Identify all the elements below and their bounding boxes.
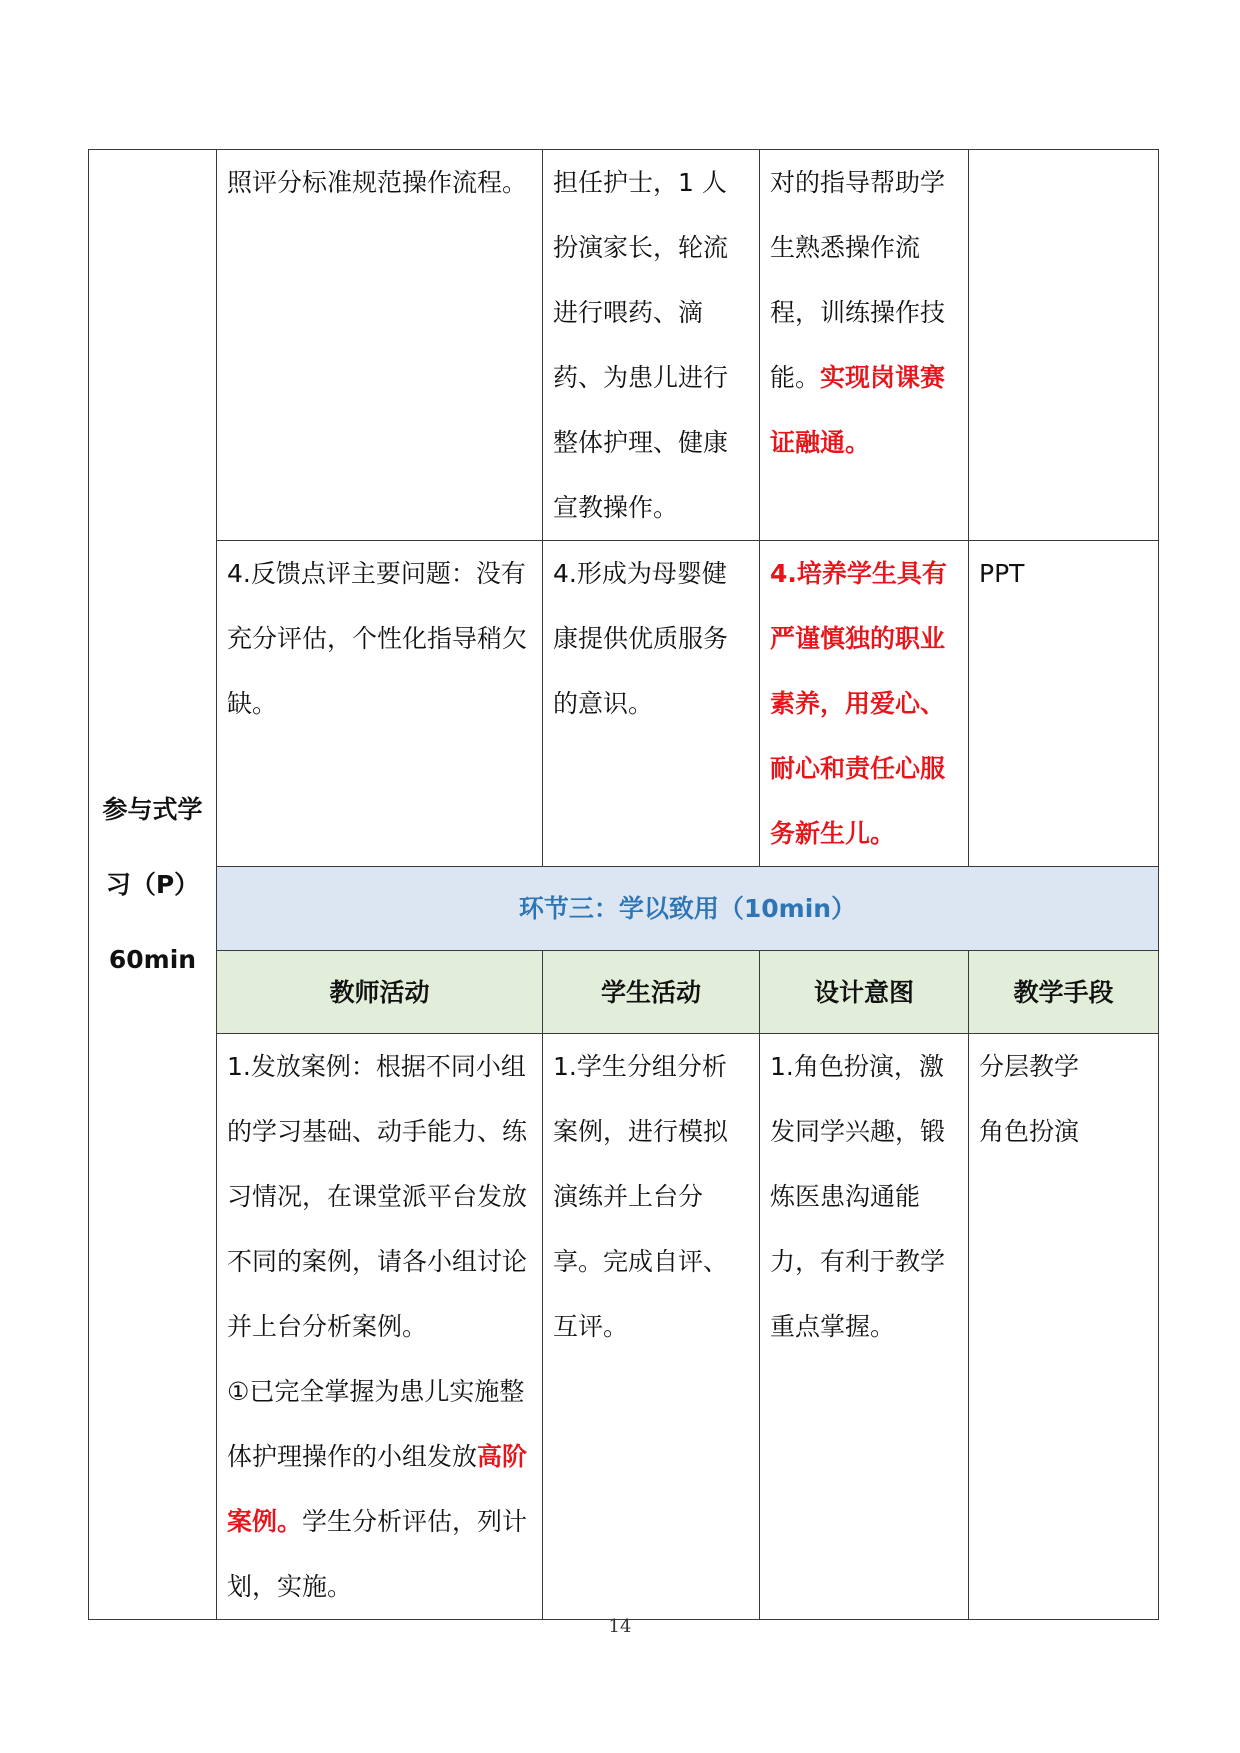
- design-intent-cell: [760, 150, 969, 541]
- page-number: 14: [608, 1616, 632, 1637]
- stage-duration: 60min: [108, 945, 197, 974]
- lesson-plan-table: [88, 149, 1159, 1620]
- header-row: [89, 951, 1159, 1034]
- stage-cell: [89, 150, 217, 1620]
- teacher-activity-cell: 4.反馈点评主要问题：没有充分评估，个性化指导稍欠缺。: [217, 541, 543, 867]
- design-intent-highlight: 实现岗课赛证融通。: [770, 363, 946, 457]
- table-row: [89, 150, 1159, 541]
- teacher-activity-highlight: 高阶案例。: [227, 1442, 528, 1536]
- design-intent-cell: [760, 541, 969, 867]
- header-student-activity: 学生活动: [543, 951, 760, 1034]
- teacher-activity-cell: 照评分标准规范操作流程。: [217, 150, 543, 541]
- design-intent-highlight: 4.培养学生具有严谨慎独的职业素养，用爱心、耐心和责任心服务新生儿。: [770, 559, 947, 848]
- teaching-means-item: 角色扮演: [979, 1117, 1080, 1146]
- teaching-means-cell: PPT: [969, 541, 1159, 867]
- teacher-activity-paragraph: [227, 1359, 532, 1619]
- header-teaching-means: 教学手段: [969, 951, 1159, 1034]
- header-teacher-activity: 教师活动: [217, 951, 543, 1034]
- teacher-activity-text: 学生分析评估，列计划，实施。: [227, 1507, 528, 1601]
- header-design-intent: 设计意图: [760, 951, 969, 1034]
- student-activity-cell: 1.学生分组分析案例，进行模拟演练并上台分享。完成自评、互评。: [543, 1034, 760, 1620]
- table-row: [89, 541, 1159, 867]
- section-row: [89, 867, 1159, 951]
- table-row: [89, 1034, 1159, 1620]
- design-intent-text: 对的指导帮助学生熟悉操作流程，训练操作技能。: [770, 168, 946, 392]
- teaching-means-item: 分层教学: [979, 1052, 1080, 1081]
- teaching-means-cell: [969, 1034, 1159, 1620]
- teacher-activity-cell: [217, 1034, 543, 1620]
- teacher-activity-text: ①已完全掌握为患儿实施整体护理操作的小组发放: [227, 1377, 525, 1471]
- stage-label-line2: 习（P）: [105, 870, 200, 899]
- teacher-activity-paragraph: 1.发放案例：根据不同小组的学习基础、动手能力、练习情况，在课堂派平台发放不同的案例，请各小组讨论并上台分析案例。: [227, 1052, 528, 1341]
- design-intent-cell: 1.角色扮演，激发同学兴趣，锻炼医患沟通能力，有利于教学重点掌握。: [760, 1034, 969, 1620]
- stage-label-line1: 参与式学: [102, 795, 203, 824]
- section-title: 环节三：学以致用（10min）: [217, 867, 1159, 951]
- student-activity-cell: 4.形成为母婴健康提供优质服务的意识。: [543, 541, 760, 867]
- teaching-means-cell: [969, 150, 1159, 541]
- student-activity-cell: 担任护士，1 人扮演家长，轮流进行喂药、滴药、为患儿进行整体护理、健康宣教操作。: [543, 150, 760, 541]
